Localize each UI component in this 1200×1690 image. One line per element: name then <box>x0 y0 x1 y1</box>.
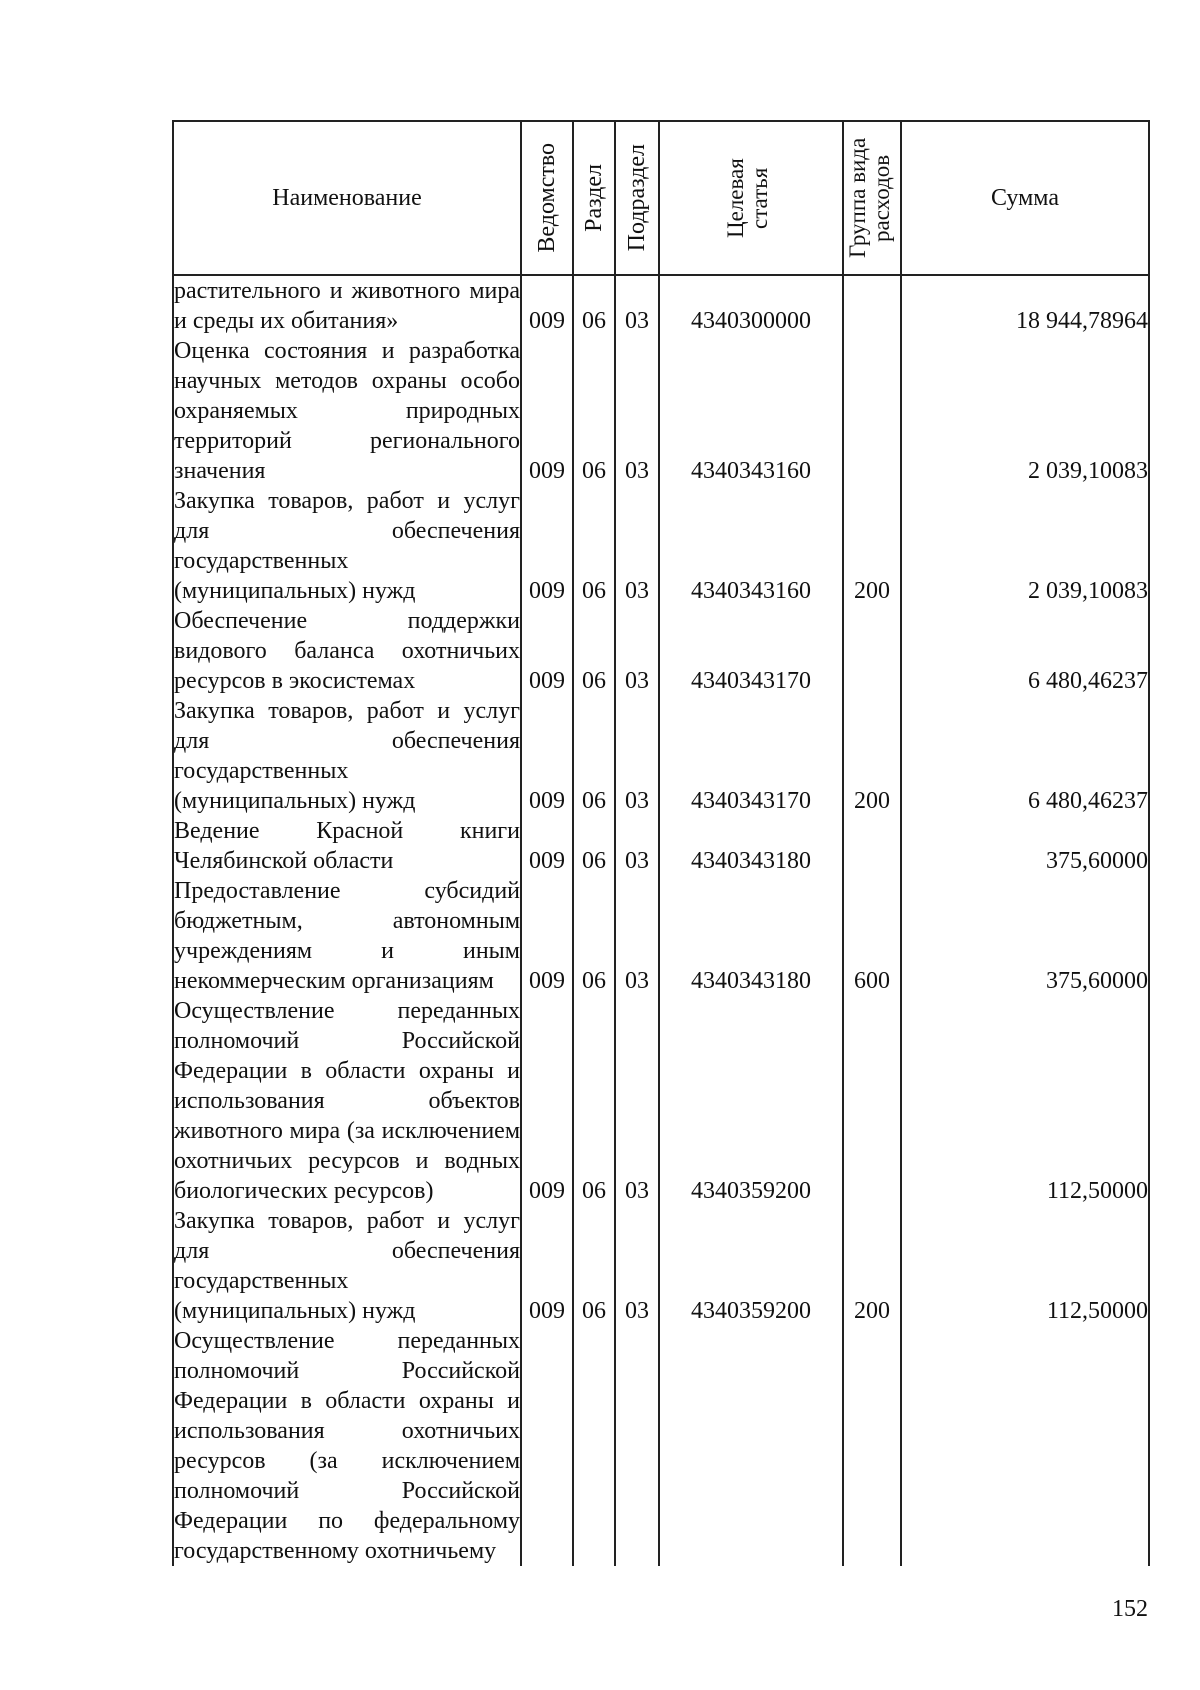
row-department: 009 <box>521 606 573 696</box>
row-subsection: 03 <box>615 486 659 606</box>
row-target-article: 4340343170 <box>659 606 843 696</box>
table-row <box>173 876 1149 996</box>
row-department: 009 <box>521 336 573 486</box>
row-target-article <box>659 1326 843 1566</box>
row-name: Осуществление переданных полномочий Российской Федерации в области охраны и использования объектов животного мира (за исключением охотничьих ресурсов и водных биологических ресурсов) <box>174 998 520 1204</box>
row-amount <box>901 1326 1149 1566</box>
row-target-article: 4340343180 <box>659 816 843 876</box>
row-target-article: 4340359200 <box>659 996 843 1206</box>
table-row <box>173 1206 1149 1326</box>
row-department: 009 <box>521 816 573 876</box>
row-department <box>521 1326 573 1566</box>
row-expense-group <box>843 336 901 486</box>
row-expense-group: 600 <box>843 876 901 996</box>
row-amount: 2 039,10083 <box>901 486 1149 606</box>
row-amount: 375,60000 <box>901 876 1149 996</box>
row-section: 06 <box>573 336 615 486</box>
header-amount: Сумма <box>901 121 1149 275</box>
table-row <box>173 275 1149 336</box>
row-section: 06 <box>573 876 615 996</box>
row-department: 009 <box>521 696 573 816</box>
row-section: 06 <box>573 696 615 816</box>
row-subsection: 03 <box>615 996 659 1206</box>
table-row <box>173 996 1149 1206</box>
row-subsection: 03 <box>615 696 659 816</box>
row-expense-group: 200 <box>843 486 901 606</box>
row-subsection: 03 <box>615 275 659 336</box>
row-department: 009 <box>521 486 573 606</box>
row-section: 06 <box>573 816 615 876</box>
row-expense-group: 200 <box>843 696 901 816</box>
row-department: 009 <box>521 876 573 996</box>
header-section: Раздел <box>573 121 615 275</box>
row-subsection: 03 <box>615 336 659 486</box>
table-row <box>173 336 1149 486</box>
row-expense-group <box>843 816 901 876</box>
row-section: 06 <box>573 996 615 1206</box>
row-section: 06 <box>573 275 615 336</box>
row-department: 009 <box>521 1206 573 1326</box>
row-amount: 6 480,46237 <box>901 696 1149 816</box>
row-amount: 6 480,46237 <box>901 606 1149 696</box>
row-amount: 2 039,10083 <box>901 336 1149 486</box>
row-subsection: 03 <box>615 816 659 876</box>
row-expense-group <box>843 275 901 336</box>
row-name: Ведение Красной книги Челябинской области <box>174 818 520 874</box>
row-target-article: 4340343170 <box>659 696 843 816</box>
row-section <box>573 1326 615 1566</box>
row-name: Закупка товаров, работ и услуг для обеспечения государственных (муниципальных) нужд <box>174 488 520 604</box>
table-header-row <box>173 121 1149 275</box>
row-subsection: 03 <box>615 876 659 996</box>
table-row <box>173 696 1149 816</box>
row-name: Закупка товаров, работ и услуг для обеспечения государственных (муниципальных) нужд <box>174 698 520 814</box>
row-amount: 375,60000 <box>901 816 1149 876</box>
row-department: 009 <box>521 996 573 1206</box>
row-subsection: 03 <box>615 606 659 696</box>
table-row <box>173 486 1149 606</box>
row-section: 06 <box>573 486 615 606</box>
row-expense-group <box>843 1326 901 1566</box>
header-subsection: Подраздел <box>615 121 659 275</box>
page-number: 152 <box>1112 1596 1148 1622</box>
row-amount: 18 944,78964 <box>901 275 1149 336</box>
row-target-article: 4340343180 <box>659 876 843 996</box>
row-name: растительного и животного мира и среды их обитания» <box>173 275 521 336</box>
row-target-article: 4340300000 <box>659 275 843 336</box>
row-section: 06 <box>573 1206 615 1326</box>
row-target-article: 4340343160 <box>659 486 843 606</box>
table-row <box>173 816 1149 876</box>
header-department: Ведомство <box>521 121 573 275</box>
table-row <box>173 1326 1149 1566</box>
row-expense-group <box>843 606 901 696</box>
row-target-article: 4340359200 <box>659 1206 843 1326</box>
header-expense-group: Группа вида расходов <box>843 121 901 275</box>
row-name: Осуществление переданных полномочий Российской Федерации в области охраны и использования охотничьих ресурсов (за исключением полномочий Российской Федерации по федеральному государственному охотничьему <box>174 1328 520 1564</box>
header-name: Наименование <box>173 121 521 275</box>
row-section: 06 <box>573 606 615 696</box>
row-target-article: 4340343160 <box>659 336 843 486</box>
row-name: Предоставление субсидий бюджетным, автономным учреждениям и иным некоммерческим организациям <box>174 878 520 994</box>
row-department: 009 <box>521 275 573 336</box>
row-amount: 112,50000 <box>901 1206 1149 1326</box>
budget-table <box>172 120 1150 1566</box>
row-amount: 112,50000 <box>901 996 1149 1206</box>
header-target-article: Целевая статья <box>659 121 843 275</box>
table-row <box>173 606 1149 696</box>
row-name: Закупка товаров, работ и услуг для обеспечения государственных (муниципальных) нужд <box>174 1208 520 1324</box>
row-expense-group: 200 <box>843 1206 901 1326</box>
row-expense-group <box>843 996 901 1206</box>
row-name: Оценка состояния и разработка научных методов охраны особо охраняемых природных территорий регионального значения <box>174 338 520 484</box>
row-subsection <box>615 1326 659 1566</box>
row-name: Обеспечение поддержки видового баланса охотничьих ресурсов в экосистемах <box>174 608 520 694</box>
row-subsection: 03 <box>615 1206 659 1326</box>
